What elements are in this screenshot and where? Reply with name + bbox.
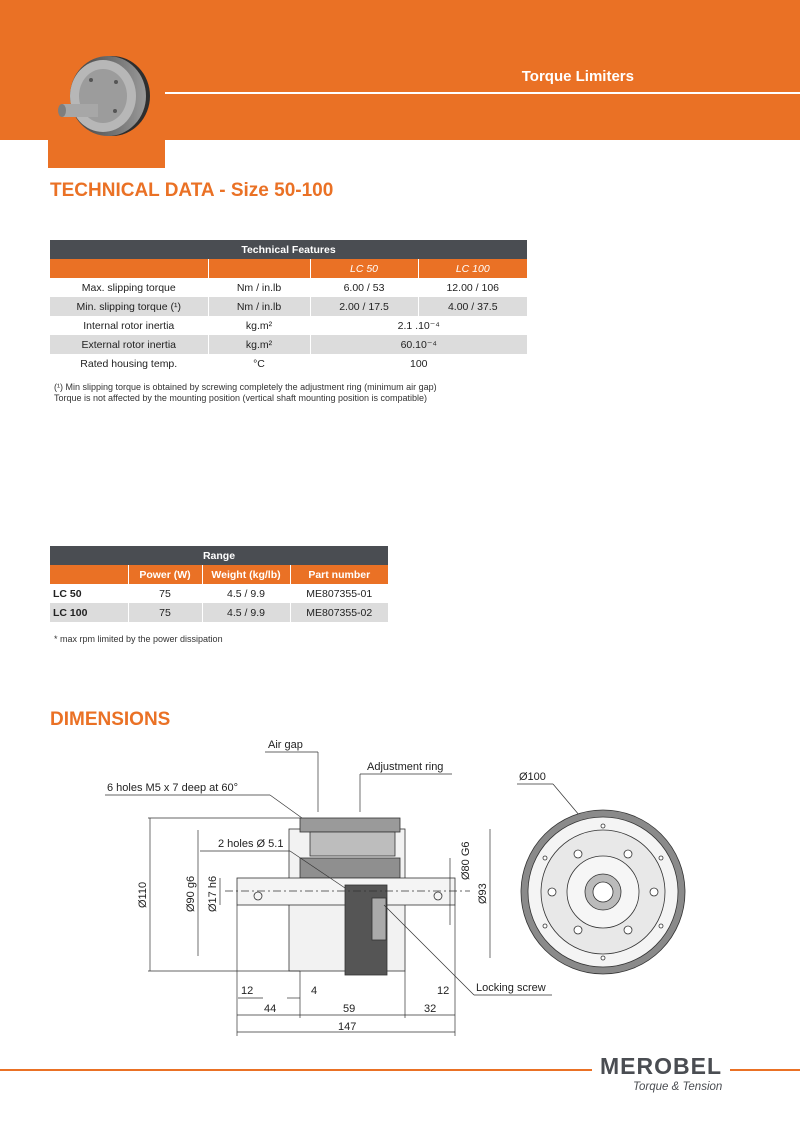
label-12-left: 12	[241, 985, 254, 997]
header-divider	[165, 92, 800, 94]
label-d93: Ø93	[477, 883, 489, 904]
table-row: Min. slipping torque (¹) Nm / in.lb 2.00 / 17.5 4.00 / 37.5	[50, 297, 527, 316]
brand-tagline: Torque & Tension	[633, 1081, 723, 1093]
label-d110: Ø110	[137, 881, 149, 908]
label-44: 44	[264, 1003, 277, 1015]
label-12-right: 12	[437, 985, 450, 997]
table-title: Technical Features	[50, 240, 527, 259]
label-d100: Ø100	[519, 771, 546, 783]
label-holes-m5: 6 holes M5 x 7 deep at 60°	[107, 782, 238, 794]
label-locking-screw: Locking screw	[476, 982, 546, 994]
table-row: Rated housing temp. °C 100	[50, 354, 527, 373]
label-air-gap: Air gap	[268, 739, 303, 751]
table-row: External rotor inertia kg.m² 60.10⁻⁴	[50, 335, 527, 354]
range-table: Range Power (W) Weight (kg/lb) Part number LC 50 75 4.5 / 9.9 ME807355-01 LC 100 75 4.5 / 9.9 ME807355-02	[50, 546, 388, 622]
label-d80: Ø80 G6	[460, 841, 472, 880]
technical-features-table	[50, 240, 527, 373]
table-row: Internal rotor inertia kg.m² 2.1 .10⁻⁴	[50, 316, 527, 335]
table-row: LC 50 75 4.5 / 9.9 ME807355-01	[50, 584, 388, 603]
dimensions-title: DIMENSIONS	[50, 709, 171, 730]
technical-data-title: TECHNICAL DATA - Size 50-100	[50, 180, 334, 201]
range-title: Range	[50, 546, 388, 565]
dimension-drawing	[0, 730, 800, 1040]
label-32: 32	[424, 1003, 437, 1015]
label-147: 147	[338, 1021, 357, 1033]
header-title: Torque Limiters	[521, 68, 634, 85]
table-row: Max. slipping torque Nm / in.lb 6.00 / 53 12.00 / 106	[50, 278, 527, 297]
brand-logo: MEROBEL	[600, 1053, 722, 1079]
label-d90: Ø90 g6	[185, 875, 197, 912]
table-row: LC 100 75 4.5 / 9.9 ME807355-02	[50, 603, 388, 622]
label-59: 59	[343, 1003, 356, 1015]
range-note: * max rpm limited by the power dissipation	[54, 634, 223, 644]
label-holes-2: 2 holes Ø 5.1	[218, 838, 284, 850]
label-adjustment-ring: Adjustment ring	[367, 761, 444, 773]
footer-line-left	[0, 1069, 592, 1071]
footer-line-right	[730, 1069, 800, 1071]
col-header-lc100: LC 100	[418, 259, 527, 278]
product-photo	[48, 0, 165, 168]
technical-note: (¹) Min slipping torque is obtained by screwing completely the adjustment ring (minimum air gap) Torque is not affected by the mounting position (vertical shaft mounting position is compatible)	[54, 382, 437, 403]
col-header-lc50: LC 50	[310, 259, 418, 278]
label-d17: Ø17 h6	[207, 875, 219, 912]
label-4: 4	[311, 985, 318, 997]
